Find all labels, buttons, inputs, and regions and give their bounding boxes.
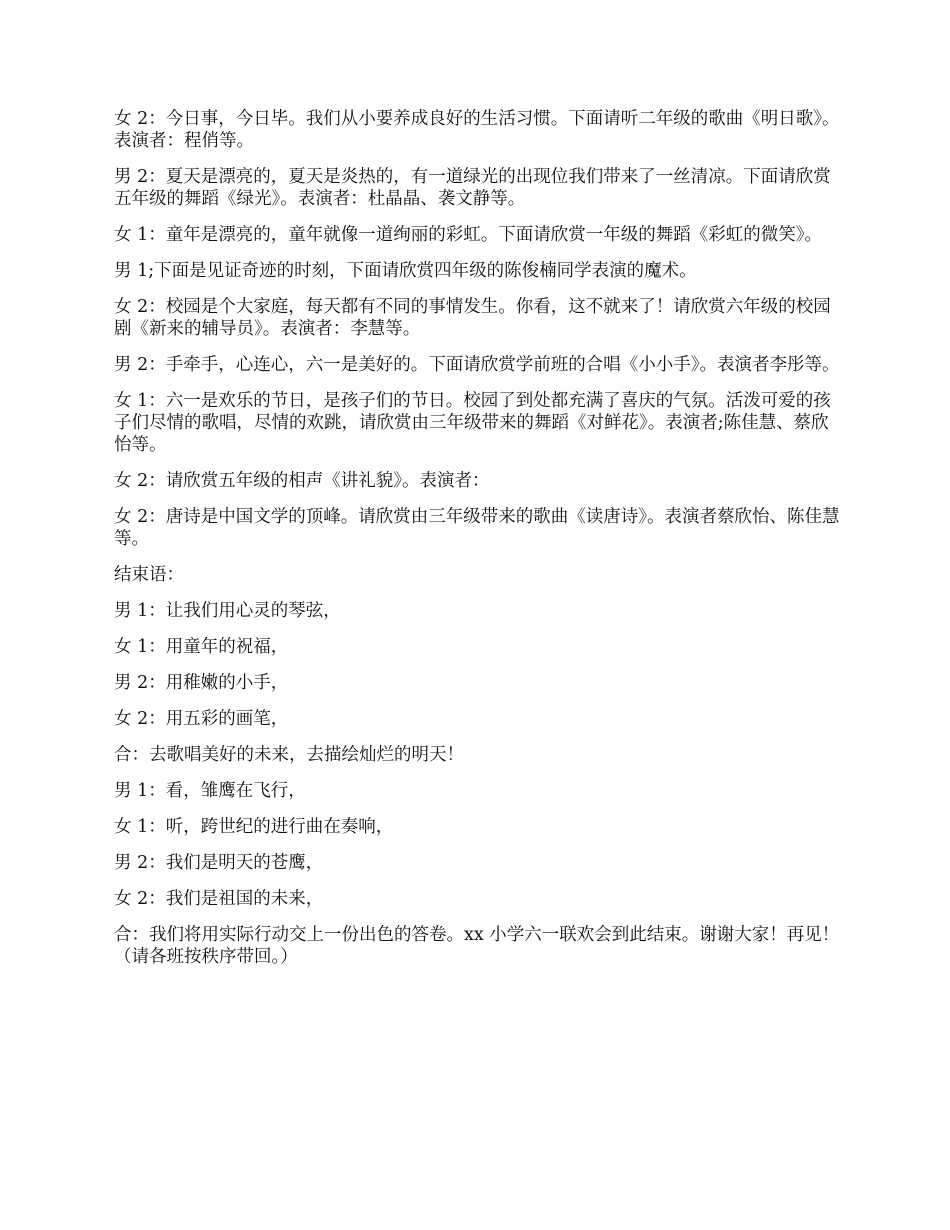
paragraph-20: 合：我们将用实际行动交上一份出色的答卷。xx 小学六一联欢会到此结束。谢谢大家！再见！（请各班按秩序带回。） xyxy=(114,925,840,967)
paragraph-1: 女 2：今日事，今日毕。我们从小要养成良好的生活习惯。下面请听二年级的歌曲《明日歌》。表演者：程俏等。 xyxy=(114,109,840,151)
paragraph-15: 合：去歌唱美好的未来，去描绘灿烂的明天！ xyxy=(114,745,464,765)
paragraph-13: 男 2：用稚嫩的小手， xyxy=(114,673,289,693)
paragraph-19: 女 2：我们是祖国的未来， xyxy=(114,889,324,909)
paragraph-8: 女 2：请欣赏五年级的相声《讲礼貌》。表演者： xyxy=(114,471,490,491)
paragraph-3: 女 1：童年是漂亮的，童年就像一道绚丽的彩虹。下面请欣赏一年级的舞蹈《彩虹的微笑》。 xyxy=(114,225,822,245)
document-body xyxy=(114,108,844,982)
paragraph-14: 女 2：用五彩的画笔， xyxy=(114,709,289,729)
closing-heading: 结束语： xyxy=(114,565,184,585)
paragraph-9: 女 2：唐诗是中国文学的顶峰。请欣赏由三年级带来的歌曲《读唐诗》。表演者蔡欣怡、陈佳慧等。 xyxy=(114,507,840,549)
paragraph-5: 女 2：校园是个大家庭，每天都有不同的事情发生。你看，这不就来了！请欣赏六年级的校园剧《新来的辅导员》。表演者：李慧等。 xyxy=(114,297,831,339)
paragraph-12: 女 1：用童年的祝福， xyxy=(114,637,289,657)
paragraph-17: 女 1：听，跨世纪的进行曲在奏响， xyxy=(114,817,394,837)
paragraph-11: 男 1：让我们用心灵的琴弦， xyxy=(114,601,341,621)
paragraph-2: 男 2：夏天是漂亮的，夏天是炎热的，有一道绿光的出现位我们带来了一丝清凉。下面请欣赏五年级的舞蹈《绿光》。表演者：杜晶晶、袭文静等。 xyxy=(114,167,831,209)
paragraph-4: 男 1;下面是见证奇迹的时刻，下面请欣赏四年级的陈俊楠同学表演的魔术。 xyxy=(114,261,697,281)
paragraph-7: 女 1：六一是欢乐的节日，是孩子们的节日。校园了到处都充满了喜庆的气氛。活泼可爱的孩子们尽情的歌唱，尽情的欢跳，请欣赏由三年级带来的舞蹈《对鲜花》。表演者;陈佳慧、蔡欣怡等。 xyxy=(114,391,831,455)
paragraph-18: 男 2：我们是明天的苍鹰， xyxy=(114,853,324,873)
paragraph-16: 男 1：看，雏鹰在飞行， xyxy=(114,781,306,801)
paragraph-6: 男 2：手牵手，心连心，六一是美好的。下面请欣赏学前班的合唱《小小手》。表演者李彤等。 xyxy=(114,355,840,375)
